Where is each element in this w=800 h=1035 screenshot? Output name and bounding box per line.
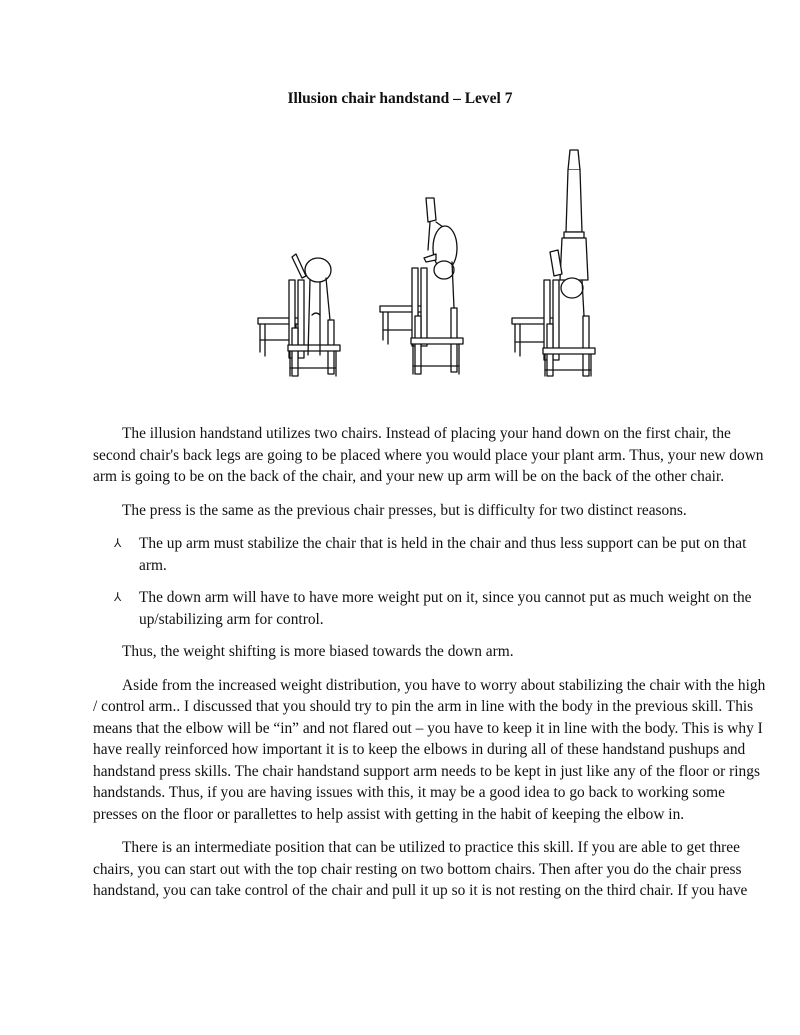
base-chair [411,308,463,374]
base-chair [543,316,595,376]
stage-3-handstand [512,150,595,376]
tripod-bullet-icon: ⅄ [114,536,122,550]
paragraph-stabilizing: Aside from the increased weight distribution, you have to worry about stabilizing the chair with the high / control arm.. I discussed that you should try to pin the arm in line with the body in the previous skill. This means that the elbow will be “in” and not flared out – you have to keep it in line with the body. This is why I have really reinforced how important it is to keep the elbows in during all of these handstand pushups and handstand press skills. The chair handstand support arm needs to be kept in just like any of the floor or rings handstands. Thus, if you are having issues with this, it may be a good idea to go back to working some presses on the floor or parallettes to help assist with getting in the habit of keeping the elbow in. [93,676,766,823]
paragraph-intro: The illusion handstand utilizes two chairs. Instead of placing your hand down on the first chair, the second chair's back legs are going to be placed where you would place your plant arm. Thus, your new down arm is going to be on the back of the chair, and your new up arm will be on the back of the other chair. [93,425,764,485]
paragraph-weight-shift: Thus, the weight shifting is more biased towards the down arm. [122,643,514,660]
list-item [93,533,773,576]
document-title: Illusion chair handstand – Level 7 [287,90,513,107]
tripod-bullet-icon: ⅄ [114,590,122,604]
list-item-text: The down arm will have to have more weight put on it, since you cannot put as much weight on the up/stabilizing arm for control. [139,589,752,628]
stage-1-tuck [258,254,340,376]
list-item-text: The up arm must stabilize the chair that is held in the chair and thus less support can be put on that arm. [139,535,747,574]
list-item [93,587,773,630]
document-body [93,423,773,914]
person-press [424,198,457,308]
paragraph-press-difficulty: The press is the same as the previous chair presses, but is difficulty for two distinct reasons. [122,501,687,519]
figure-illustration [240,140,640,380]
paragraph-intermediate: There is an intermediate position that can be utilized to practice this skill. If you are able to get three chairs, you can start out with the top chair resting on two bottom chairs. Then after you do the chair press handstand, you can take control of the chair and pull it up so it is not resting on the third chair. If you have [93,839,748,899]
illusion-handstand-figure [240,140,640,380]
base-chair [288,320,340,376]
stage-2-press [380,198,463,374]
reasons-list [93,533,773,630]
